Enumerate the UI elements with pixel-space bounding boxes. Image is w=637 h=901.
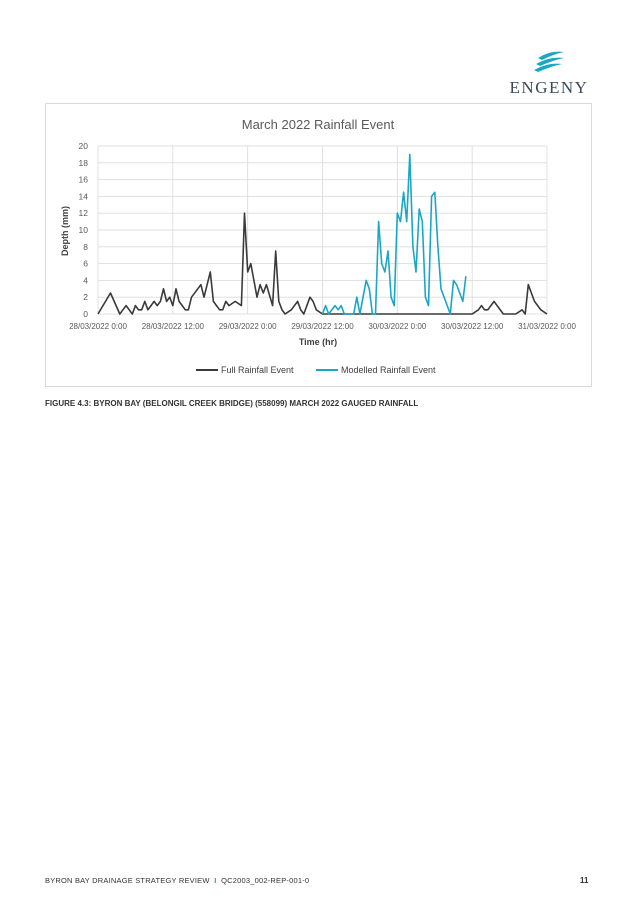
footer-separator: I (214, 876, 217, 885)
logo-wordmark: ENGENY (509, 78, 589, 97)
y-tick-label: 2 (83, 292, 88, 303)
y-tick-label: 8 (83, 241, 88, 252)
y-tick-label: 14 (78, 191, 88, 202)
y-axis-ticks (79, 141, 89, 319)
chart-canvas (46, 104, 593, 388)
page-number: 11 (580, 876, 589, 885)
chart-legend (196, 365, 436, 375)
legend-label: Full Rainfall Event (221, 365, 294, 375)
engeny-logo (504, 48, 594, 98)
x-tick-label: 29/03/2022 0:00 (218, 322, 277, 331)
logo-wave-icon (504, 48, 594, 78)
rainfall-chart (45, 103, 592, 387)
y-tick-label: 6 (83, 258, 88, 269)
y-tick-label: 4 (83, 275, 88, 286)
x-tick-label: 31/03/2022 0:00 (518, 322, 576, 331)
x-tick-label: 30/03/2022 0:00 (368, 322, 427, 331)
x-tick-label: 29/03/2022 12:00 (291, 322, 354, 331)
series-line-modelled (323, 154, 466, 314)
y-tick-label: 10 (78, 225, 88, 235)
chart-gridlines (98, 146, 547, 314)
x-axis-ticks (69, 322, 576, 331)
footer-doc-info (45, 876, 309, 885)
chart-title: March 2022 Rainfall Event (241, 117, 395, 132)
y-tick-label: 16 (78, 174, 88, 185)
x-axis-label: Time (hr) (298, 337, 338, 347)
y-tick-label: 18 (78, 157, 88, 168)
legend-label: Modelled Rainfall Event (341, 365, 436, 375)
y-tick-label: 20 (78, 141, 88, 151)
footer-doc-ref: QC2003_002-REP-001-0 (221, 876, 310, 885)
x-tick-label: 28/03/2022 0:00 (69, 322, 127, 331)
y-axis-label: Depth (mm) (60, 206, 70, 256)
y-tick-label: 0 (83, 309, 88, 319)
figure-caption: FIGURE 4.3: BYRON BAY (BELONGIL CREEK BRIDGE) (558099) MARCH 2022 GAUGED RAINFALL (45, 399, 419, 408)
y-tick-label: 12 (78, 208, 88, 219)
x-tick-label: 30/03/2022 12:00 (441, 322, 504, 331)
x-tick-label: 28/03/2022 12:00 (141, 322, 204, 331)
footer-doc-title: BYRON BAY DRAINAGE STRATEGY REVIEW (45, 876, 210, 885)
